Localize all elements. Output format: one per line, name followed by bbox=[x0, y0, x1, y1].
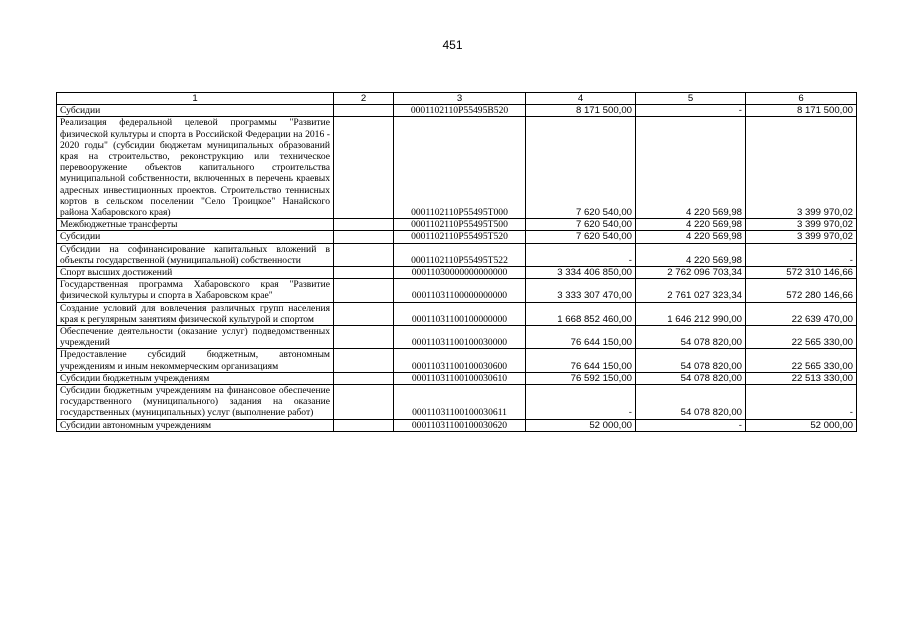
row-name-cell: Субсидии на софинансирование капитальных вложений в объекты государственной (муниципальной) собственности bbox=[57, 243, 334, 266]
row-col5-cell: 54 078 820,00 bbox=[636, 372, 746, 384]
row-code-cell: 0001102110P55495B520 bbox=[394, 105, 526, 117]
row-code-cell: 0001102110P55495T000 bbox=[394, 117, 526, 219]
row-code-cell: 0001102110P55495T522 bbox=[394, 243, 526, 266]
row-name-cell: Субсидии bbox=[57, 105, 334, 117]
row-col5-cell: 1 646 212 990,00 bbox=[636, 302, 746, 325]
row-col6-cell: 22 639 470,00 bbox=[746, 302, 857, 325]
row-col5-cell: 54 078 820,00 bbox=[636, 326, 746, 349]
row-col6-cell: - bbox=[746, 243, 857, 266]
row-code-cell: 00011031100100030620 bbox=[394, 419, 526, 431]
row-col2-cell bbox=[334, 219, 394, 231]
row-col2-cell bbox=[334, 267, 394, 279]
row-name-cell: Спорт высших достижений bbox=[57, 267, 334, 279]
row-name-cell: Предоставление субсидий бюджетным, автономным учреждениям и иным некоммерческим организациям bbox=[57, 349, 334, 372]
column-header-3: 3 bbox=[394, 93, 526, 105]
row-name-cell: Государственная программа Хабаровского края "Развитие физической культуры и спорта в Хабаровском крае" bbox=[57, 279, 334, 302]
row-col6-cell: 572 280 146,66 bbox=[746, 279, 857, 302]
column-header-5: 5 bbox=[636, 93, 746, 105]
row-col2-cell bbox=[334, 279, 394, 302]
row-col2-cell bbox=[334, 349, 394, 372]
row-name-cell: Обеспечение деятельности (оказание услуг) подведомственных учреждений bbox=[57, 326, 334, 349]
row-col6-cell: 22 513 330,00 bbox=[746, 372, 857, 384]
row-col5-cell: - bbox=[636, 105, 746, 117]
row-name-cell: Субсидии бюджетным учреждениям bbox=[57, 372, 334, 384]
row-col5-cell: 4 220 569,98 bbox=[636, 243, 746, 266]
table-row bbox=[57, 279, 857, 302]
table-row bbox=[57, 243, 857, 266]
row-code-cell: 00011031100100030600 bbox=[394, 349, 526, 372]
table-row bbox=[57, 231, 857, 243]
column-header-1: 1 bbox=[57, 93, 334, 105]
page-number: 451 bbox=[442, 38, 463, 52]
table-row bbox=[57, 385, 857, 420]
row-col5-cell: 4 220 569,98 bbox=[636, 117, 746, 219]
row-col5-cell: 54 078 820,00 bbox=[636, 385, 746, 420]
row-col4-cell: 7 620 540,00 bbox=[526, 219, 636, 231]
row-col5-cell: - bbox=[636, 419, 746, 431]
row-col4-cell: 76 644 150,00 bbox=[526, 326, 636, 349]
row-code-cell: 0001102110P55495T520 bbox=[394, 231, 526, 243]
row-code-cell: 00011031100100030000 bbox=[394, 326, 526, 349]
table-row bbox=[57, 326, 857, 349]
row-col2-cell bbox=[334, 385, 394, 420]
row-col6-cell: 22 565 330,00 bbox=[746, 326, 857, 349]
row-col2-cell bbox=[334, 302, 394, 325]
row-code-cell: 00011031100100030610 bbox=[394, 372, 526, 384]
row-col4-cell: - bbox=[526, 385, 636, 420]
row-col2-cell bbox=[334, 117, 394, 219]
row-col5-cell: 4 220 569,98 bbox=[636, 231, 746, 243]
row-col4-cell: 76 644 150,00 bbox=[526, 349, 636, 372]
row-col4-cell: 8 171 500,00 bbox=[526, 105, 636, 117]
row-col2-cell bbox=[334, 372, 394, 384]
row-col6-cell: 3 399 970,02 bbox=[746, 219, 857, 231]
row-col4-cell: 7 620 540,00 bbox=[526, 117, 636, 219]
row-code-cell: 00011030000000000000 bbox=[394, 267, 526, 279]
column-header-2: 2 bbox=[334, 93, 394, 105]
column-header-6: 6 bbox=[746, 93, 857, 105]
row-col4-cell: - bbox=[526, 243, 636, 266]
row-col6-cell: 3 399 970,02 bbox=[746, 231, 857, 243]
row-name-cell: Реализация федеральной целевой программы "Развитие физической культуры и спорта в Российской Федерации на 2016 - 2020 годы" (субсидии бюджетам муниципальных образований края на строительство, реконструкцию или техническое перевооружение объектов капитального строительства муниципальной собственности, включенных в перечень краевых адресных инвестиционных проектов. Строительство теннисных кортов в сельском поселении "Село Троицкое" Нанайского района Хабаровского края) bbox=[57, 117, 334, 219]
row-col4-cell: 76 592 150,00 bbox=[526, 372, 636, 384]
table-row bbox=[57, 302, 857, 325]
row-col6-cell: 572 310 146,66 bbox=[746, 267, 857, 279]
row-name-cell: Субсидии bbox=[57, 231, 334, 243]
row-col5-cell: 54 078 820,00 bbox=[636, 349, 746, 372]
row-code-cell: 00011031100100030611 bbox=[394, 385, 526, 420]
row-col6-cell: - bbox=[746, 385, 857, 420]
table-row bbox=[57, 117, 857, 219]
table-row bbox=[57, 372, 857, 384]
row-name-cell: Субсидии бюджетным учреждениям на финансовое обеспечение государственного (муниципального) задания на оказание государственных (муниципальных) услуг (выполнение работ) bbox=[57, 385, 334, 420]
budget-table bbox=[56, 92, 857, 432]
row-col6-cell: 22 565 330,00 bbox=[746, 349, 857, 372]
row-name-cell: Субсидии автономным учреждениям bbox=[57, 419, 334, 431]
row-col5-cell: 2 762 096 703,34 bbox=[636, 267, 746, 279]
row-code-cell: 00011031100100000000 bbox=[394, 302, 526, 325]
table-row bbox=[57, 219, 857, 231]
row-col2-cell bbox=[334, 419, 394, 431]
row-name-cell: Создание условий для вовлечения различных групп населения края к регулярным занятиям физической культурой и спортом bbox=[57, 302, 334, 325]
row-code-cell: 00011031100000000000 bbox=[394, 279, 526, 302]
row-col4-cell: 3 333 307 470,00 bbox=[526, 279, 636, 302]
table-row bbox=[57, 349, 857, 372]
row-name-cell: Межбюджетные трансферты bbox=[57, 219, 334, 231]
row-col2-cell bbox=[334, 243, 394, 266]
header-row bbox=[57, 93, 857, 105]
row-col6-cell: 8 171 500,00 bbox=[746, 105, 857, 117]
row-col2-cell bbox=[334, 231, 394, 243]
row-code-cell: 0001102110P55495T500 bbox=[394, 219, 526, 231]
row-col4-cell: 52 000,00 bbox=[526, 419, 636, 431]
table-row bbox=[57, 419, 857, 431]
table-row bbox=[57, 105, 857, 117]
row-col2-cell bbox=[334, 105, 394, 117]
row-col6-cell: 52 000,00 bbox=[746, 419, 857, 431]
row-col5-cell: 4 220 569,98 bbox=[636, 219, 746, 231]
row-col5-cell: 2 761 027 323,34 bbox=[636, 279, 746, 302]
row-col4-cell: 3 334 406 850,00 bbox=[526, 267, 636, 279]
row-col2-cell bbox=[334, 326, 394, 349]
table-row bbox=[57, 267, 857, 279]
column-header-4: 4 bbox=[526, 93, 636, 105]
row-col4-cell: 1 668 852 460,00 bbox=[526, 302, 636, 325]
row-col4-cell: 7 620 540,00 bbox=[526, 231, 636, 243]
row-col6-cell: 3 399 970,02 bbox=[746, 117, 857, 219]
